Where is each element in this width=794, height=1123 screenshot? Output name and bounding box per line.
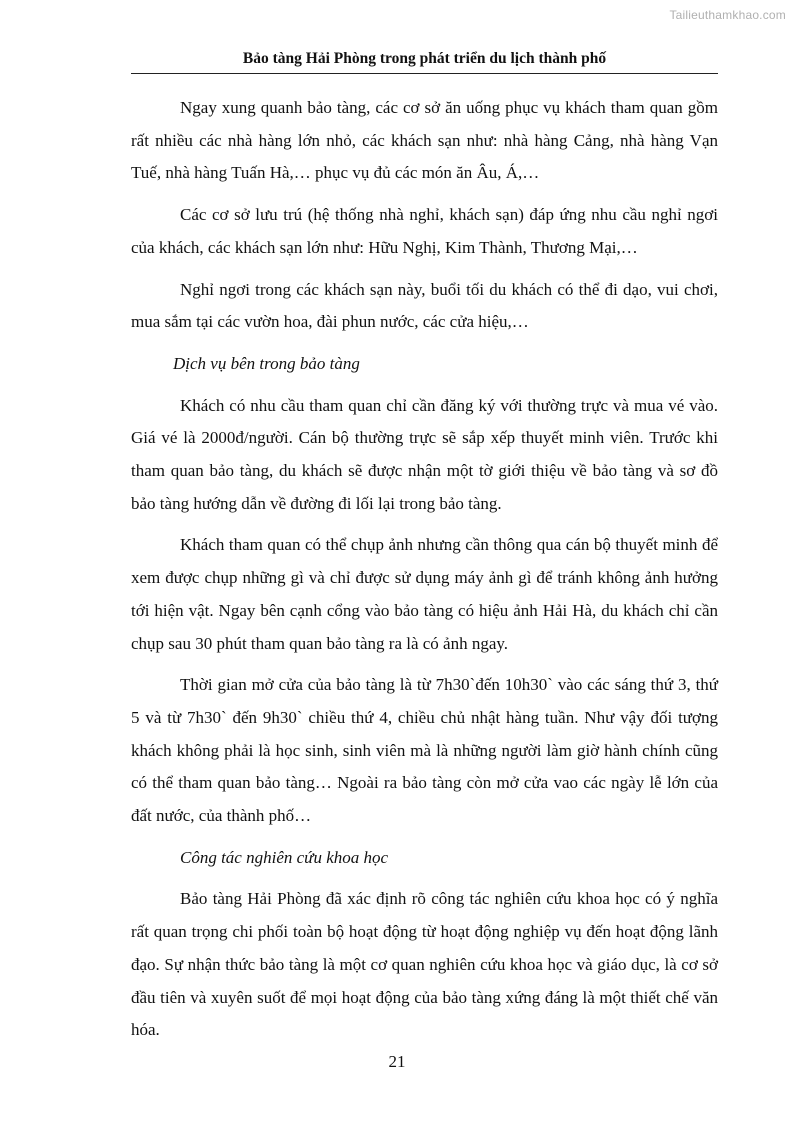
page-number: 21: [388, 1052, 406, 1071]
paragraph-research: Bảo tàng Hải Phòng đã xác định rõ công tác nghiên cứu khoa học có ý nghĩa rất quan trọng chi phối toàn bộ hoạt động từ hoạt động nghiệp vụ đến hoạt động lãnh đạo. Sự nhận thức bảo tàng là một cơ quan nghiên cứu khoa học và giáo dục, là cơ sở đầu tiên và xuyên suốt để mọi hoạt động của bảo tàng xứng đáng là một thiết chế văn hóa.: [131, 889, 718, 1040]
paragraph-food-services: Ngay xung quanh bảo tàng, các cơ sở ăn uống phục vụ khách tham quan gồm rất nhiều các nhà hàng lớn nhỏ, các khách sạn như: nhà hàng Cảng, nhà hàng Vạn Tuế, nhà hàng Tuấn Hà,… phục vụ đủ các món ăn Âu, Á,…: [131, 98, 718, 183]
paragraph-evening-activities: Nghỉ ngơi trong các khách sạn này, buổi tối du khách có thể đi dạo, vui chơi, mua sắm tại các vườn hoa, đài phun nước, các cửa hiệu,…: [131, 279, 718, 332]
section-heading-research: Công tác nghiên cứu khoa học: [180, 847, 389, 867]
section-heading-internal-services: Dịch vụ bên trong bảo tàng: [173, 353, 360, 373]
watermark: Tailieuthamkhao.com: [669, 8, 786, 22]
paragraph-accommodation: Các cơ sở lưu trú (hệ thống nhà nghỉ, khách sạn) đáp ứng nhu cầu nghỉ ngơi của khách, các khách sạn lớn như: Hữu Nghị, Kim Thành, Thương Mại,…: [131, 205, 718, 257]
paragraph-opening-hours: Thời gian mở cửa của bảo tàng là từ 7h30`đến 10h30` vào các sáng thứ 3, thứ 5 và từ 7h30` đến 9h30` chiều thứ 4, chiều chủ nhật hàng tuần. Như vậy đối tượng khách không phải là học sinh, sinh viên mà là những người làm giờ hành chính cũng có thể tham quan bảo tàng… Ngoài ra bảo tàng còn mở cửa vao các ngày lễ lớn của đất nước, của thành phố…: [131, 675, 718, 826]
paragraph-tickets: Khách có nhu cầu tham quan chỉ cần đăng ký với thường trực và mua vé vào. Giá vé là 2000đ/người. Cán bộ thường trực sẽ sắp xếp thuyết minh viên. Trước khi tham quan bảo tàng, du khách sẽ được nhận một tờ giới thiệu về bảo tàng và sơ đồ bảo tàng hướng dẫn về đường đi lối lại trong bảo tàng.: [131, 395, 718, 513]
paragraph-photography: Khách tham quan có thể chụp ảnh nhưng cần thông qua cán bộ thuyết minh để xem được chụp những gì và chỉ được sử dụng máy ảnh gì để tránh không ảnh hưởng tới hiện vật. Ngay bên cạnh cổng vào bảo tàng có hiệu ảnh Hải Hà, du khách chỉ cần chụp sau 30 phút tham quan bảo tàng ra là có ảnh ngay.: [131, 535, 718, 653]
document-body: [131, 92, 718, 1056]
page-header-title: Bảo tàng Hải Phòng trong phát triển du lịch thành phố: [131, 50, 718, 74]
